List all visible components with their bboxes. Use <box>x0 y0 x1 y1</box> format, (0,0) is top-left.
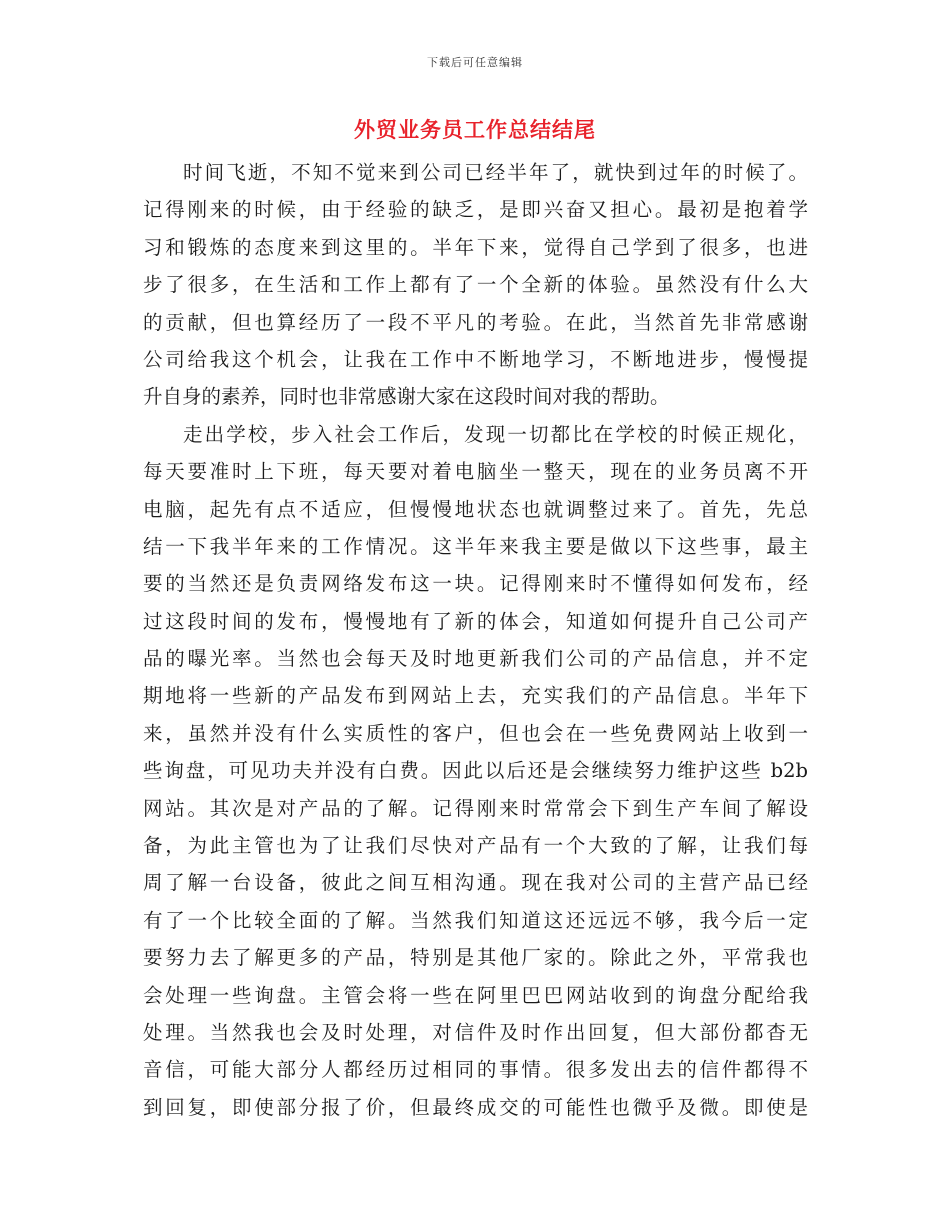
paragraph-line: 来，虽然并没有什么实质性的客户，但也会在一些免费网站上收到一 <box>143 721 808 745</box>
paragraph-line: 到回复，即使部分报了价，但最终成交的可能性也微乎及微。即使是 <box>143 1095 808 1119</box>
paragraph-line: 电脑，起先有点不适应，但慢慢地状态也就调整过来了。首先，先总 <box>143 497 808 521</box>
paragraph-line: 结一下我半年来的工作情况。这半年来我主要是做以下这些事，最主 <box>143 534 808 558</box>
page-header-note: 下载后可任意编辑 <box>427 56 523 69</box>
paragraph-line: 步了很多，在生活和工作上都有了一个全新的体验。虽然没有什么大 <box>143 273 808 297</box>
paragraph-line: 升自身的素养，同时也非常感谢大家在这段时间对我的帮助。 <box>143 385 670 409</box>
paragraph-line: 记得刚来的时候，由于经验的缺乏，是即兴奋又担心。最初是抱着学 <box>143 198 808 222</box>
paragraph-line: 处理。当然我也会及时处理，对信件及时作出回复，但大部份都杳无 <box>143 1020 808 1044</box>
paragraph-line: 过这段时间的发布，慢慢地有了新的体会，知道如何提升自己公司产 <box>143 609 808 633</box>
paragraph-line: 时间飞逝，不知不觉来到公司已经半年了，就快到过年的时候了。 <box>183 161 808 184</box>
paragraph-line: 些询盘，可见功夫并没有白费。因此以后还是会继续努力维护这些 b2b <box>143 759 808 783</box>
paragraph-line: 品的曝光率。当然也会每天及时地更新我们公司的产品信息，并不定 <box>143 647 808 671</box>
paragraph-line: 期地将一些新的产品发布到网站上去，充实我们的产品信息。半年下 <box>143 684 808 708</box>
paragraph-line: 会处理一些询盘。主管会将一些在阿里巴巴网站收到的询盘分配给我 <box>143 983 808 1007</box>
paragraph-line: 要的当然还是负责网络发布这一块。记得刚来时不懂得如何发布，经 <box>143 572 808 596</box>
paragraph-line: 网站。其次是对产品的了解。记得刚来时常常会下到生产车间了解设 <box>143 796 808 820</box>
document-title: 外贸业务员工作总结结尾 <box>354 117 596 142</box>
paragraph-line: 每天要准时上下班，每天要对着电脑坐一整天，现在的业务员离不开 <box>143 460 808 484</box>
paragraph-line: 要努力去了解更多的产品，特别是其他厂家的。除此之外，平常我也 <box>143 946 808 970</box>
paragraph-line: 周了解一台设备，彼此之间互相沟通。现在我对公司的主营产品已经 <box>143 871 808 895</box>
document-body <box>143 154 808 1126</box>
paragraph-line: 的贡献，但也算经历了一段不平凡的考验。在此，当然首先非常感谢 <box>143 310 808 334</box>
paragraph-line: 音信，可能大部分人都经历过相同的事情。很多发出去的信件都得不 <box>143 1058 808 1082</box>
paragraph-line: 备，为此主管也为了让我们尽快对产品有一个大致的了解，让我们每 <box>143 834 808 858</box>
paragraph-line: 习和锻炼的态度来到这里的。半年下来，觉得自己学到了很多，也进 <box>143 235 808 259</box>
paragraph-line: 有了一个比较全面的了解。当然我们知道这还远远不够，我今后一定 <box>143 908 808 932</box>
paragraph-line: 公司给我这个机会，让我在工作中不断地学习，不断地进步，慢慢提 <box>143 347 808 371</box>
paragraph-line: 走出学校，步入社会工作后，发现一切都比在学校的时候正规化， <box>183 422 808 446</box>
